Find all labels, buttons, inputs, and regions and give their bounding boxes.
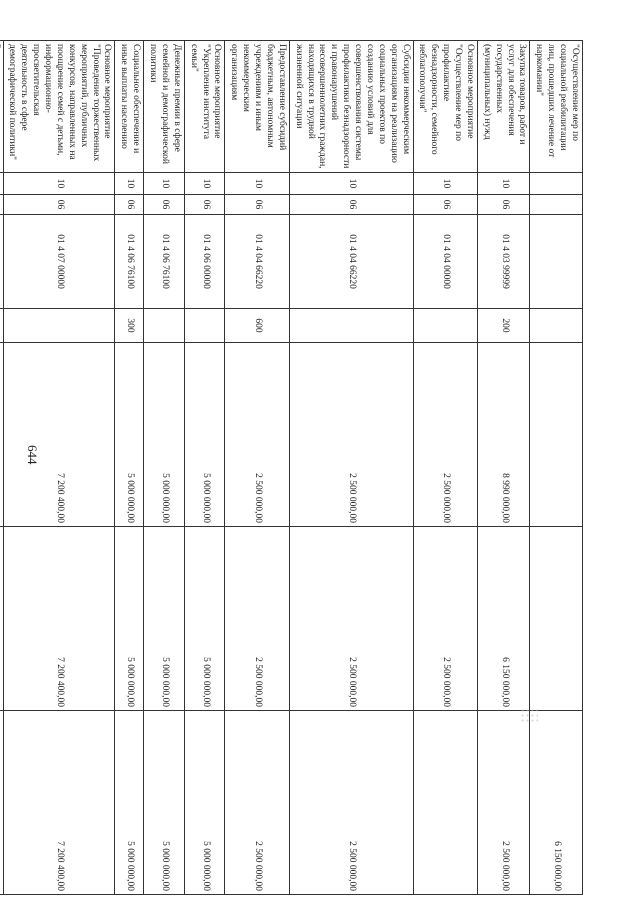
- table-row: [144, 41, 185, 895]
- amount-year-2: 5 000 000,00: [144, 527, 185, 711]
- table-row: [289, 41, 413, 895]
- amount-year-2: 7 200 400,00: [3, 527, 115, 711]
- row-name: Социальное обеспечение и иные выплаты населению: [115, 41, 144, 173]
- expense-type-code: [184, 309, 225, 343]
- row-name: "Осуществление мер по социальной реабилитации лиц, прошедших лечение от наркомании": [530, 41, 583, 173]
- budget-table: [0, 40, 583, 895]
- subsection-code: 06: [413, 195, 477, 215]
- target-article-code: 01 4 03 99999: [478, 215, 531, 309]
- subsection-code: 06: [225, 195, 289, 215]
- row-name: Основное мероприятие "Осуществление мер по профилактике безнадзорности, семейного неблагополучия": [413, 41, 477, 173]
- amount-year-3: 5 000 000,00: [184, 711, 225, 895]
- amount-year-1: 5 000 000,00: [184, 343, 225, 527]
- amount-year-3: 5 000 000,00: [115, 711, 144, 895]
- section-code: 10: [289, 173, 413, 195]
- section-code: 10: [3, 173, 115, 195]
- row-name: Денежные премии в сфере семейной и демографической политики: [144, 41, 185, 173]
- target-article-code: 01 4 04 66220: [289, 215, 413, 309]
- amount-year-2: 5 000 000,00: [115, 527, 144, 711]
- amount-year-1: 8 990 000,00: [478, 343, 531, 527]
- section-code: [0, 173, 3, 195]
- table-row: [0, 41, 3, 895]
- amount-year-1: [530, 343, 583, 527]
- section-code: 10: [413, 173, 477, 195]
- expense-type-code: [413, 309, 477, 343]
- row-name: Основное мероприятие "Проведение торжественных мероприятий, публичных конкурсов, направленных на поощрение семей с детьми, информационно-просветительская деятельность в сфере демографической политики": [3, 41, 115, 173]
- expense-type-code: 600: [225, 309, 289, 343]
- expense-type-code: 300: [115, 309, 144, 343]
- row-name: Предоставление субсидий бюджетным, автономным учреждениям и иным некоммерческим организациям: [225, 41, 289, 173]
- amount-year-3: [413, 711, 477, 895]
- amount-year-3: [0, 711, 3, 895]
- target-article-code: 01 4 07 00000: [3, 215, 115, 309]
- table-row: [225, 41, 289, 895]
- subsection-code: [0, 195, 3, 215]
- target-article-code: 01 4 06 76100: [144, 215, 185, 309]
- row-name: Субсидии некоммерческим организациям на реализацию социальных проектов по созданию условий для совершенствования системы профилактики безнадзорности и правонарушений несовершеннолетних граждан, находящихся в трудной жизненной ситуации: [289, 41, 413, 173]
- amount-year-2: 2 500 000,00: [225, 527, 289, 711]
- amount-year-2: 2 500 000,00: [289, 527, 413, 711]
- amount-year-3: 2 500 000,00: [289, 711, 413, 895]
- target-article-code: 01 4 06 00000: [184, 215, 225, 309]
- subsection-code: 06: [289, 195, 413, 215]
- subsection-code: [530, 195, 583, 215]
- subsection-code: 06: [115, 195, 144, 215]
- table-row: [413, 41, 477, 895]
- amount-year-1: 2 500 000,00: [289, 343, 413, 527]
- section-code: [530, 173, 583, 195]
- page-number: 644: [25, 445, 40, 465]
- table-row: [530, 41, 583, 895]
- amount-year-3: 2 500 000,00: [225, 711, 289, 895]
- subsection-code: 06: [144, 195, 185, 215]
- target-article-code: 01 4 06 76100: [115, 215, 144, 309]
- section-code: 10: [115, 173, 144, 195]
- amount-year-2: [0, 527, 3, 711]
- section-code: 10: [225, 173, 289, 195]
- amount-year-1: 5 000 000,00: [144, 343, 185, 527]
- expense-type-code: 200: [478, 309, 531, 343]
- amount-year-3: 5 000 000,00: [144, 711, 185, 895]
- table-row: [115, 41, 144, 895]
- amount-year-3: 7 200 400,00: [3, 711, 115, 895]
- table-row: [184, 41, 225, 895]
- amount-year-2: [530, 527, 583, 711]
- scan-specks: [520, 708, 538, 724]
- target-article-code: [530, 215, 583, 309]
- target-article-code: 01 4 04 00000: [413, 215, 477, 309]
- row-name: Закупка товаров, работ и услуг для обеспечения государственных (муниципальных) нужд: [478, 41, 531, 173]
- section-code: 10: [184, 173, 225, 195]
- subsection-code: 06: [184, 195, 225, 215]
- subsection-code: 06: [3, 195, 115, 215]
- table-row: [478, 41, 531, 895]
- amount-year-3: 6 150 000,00: [530, 711, 583, 895]
- expense-type-code: [0, 309, 3, 343]
- amount-year-2: 2 500 000,00: [413, 527, 477, 711]
- amount-year-1: 2 500 000,00: [413, 343, 477, 527]
- row-name: Основное мероприятие "Укрепление института семьи": [184, 41, 225, 173]
- section-code: 10: [478, 173, 531, 195]
- expense-type-code: [289, 309, 413, 343]
- row-name: [0, 41, 3, 173]
- section-code: 10: [144, 173, 185, 195]
- expense-type-code: [3, 309, 115, 343]
- expense-type-code: [530, 309, 583, 343]
- table-row: [3, 41, 115, 895]
- expense-type-code: [144, 309, 185, 343]
- amount-year-1: 7 200 400,00: [3, 343, 115, 527]
- amount-year-1: 5 000 000,00: [115, 343, 144, 527]
- amount-year-1: 2 500 000,00: [225, 343, 289, 527]
- amount-year-2: 5 000 000,00: [184, 527, 225, 711]
- subsection-code: 06: [478, 195, 531, 215]
- amount-year-3: 2 500 000,00: [478, 711, 531, 895]
- amount-year-1: [0, 343, 3, 527]
- target-article-code: [0, 215, 3, 309]
- amount-year-2: 6 150 000,00: [478, 527, 531, 711]
- target-article-code: 01 4 04 66220: [225, 215, 289, 309]
